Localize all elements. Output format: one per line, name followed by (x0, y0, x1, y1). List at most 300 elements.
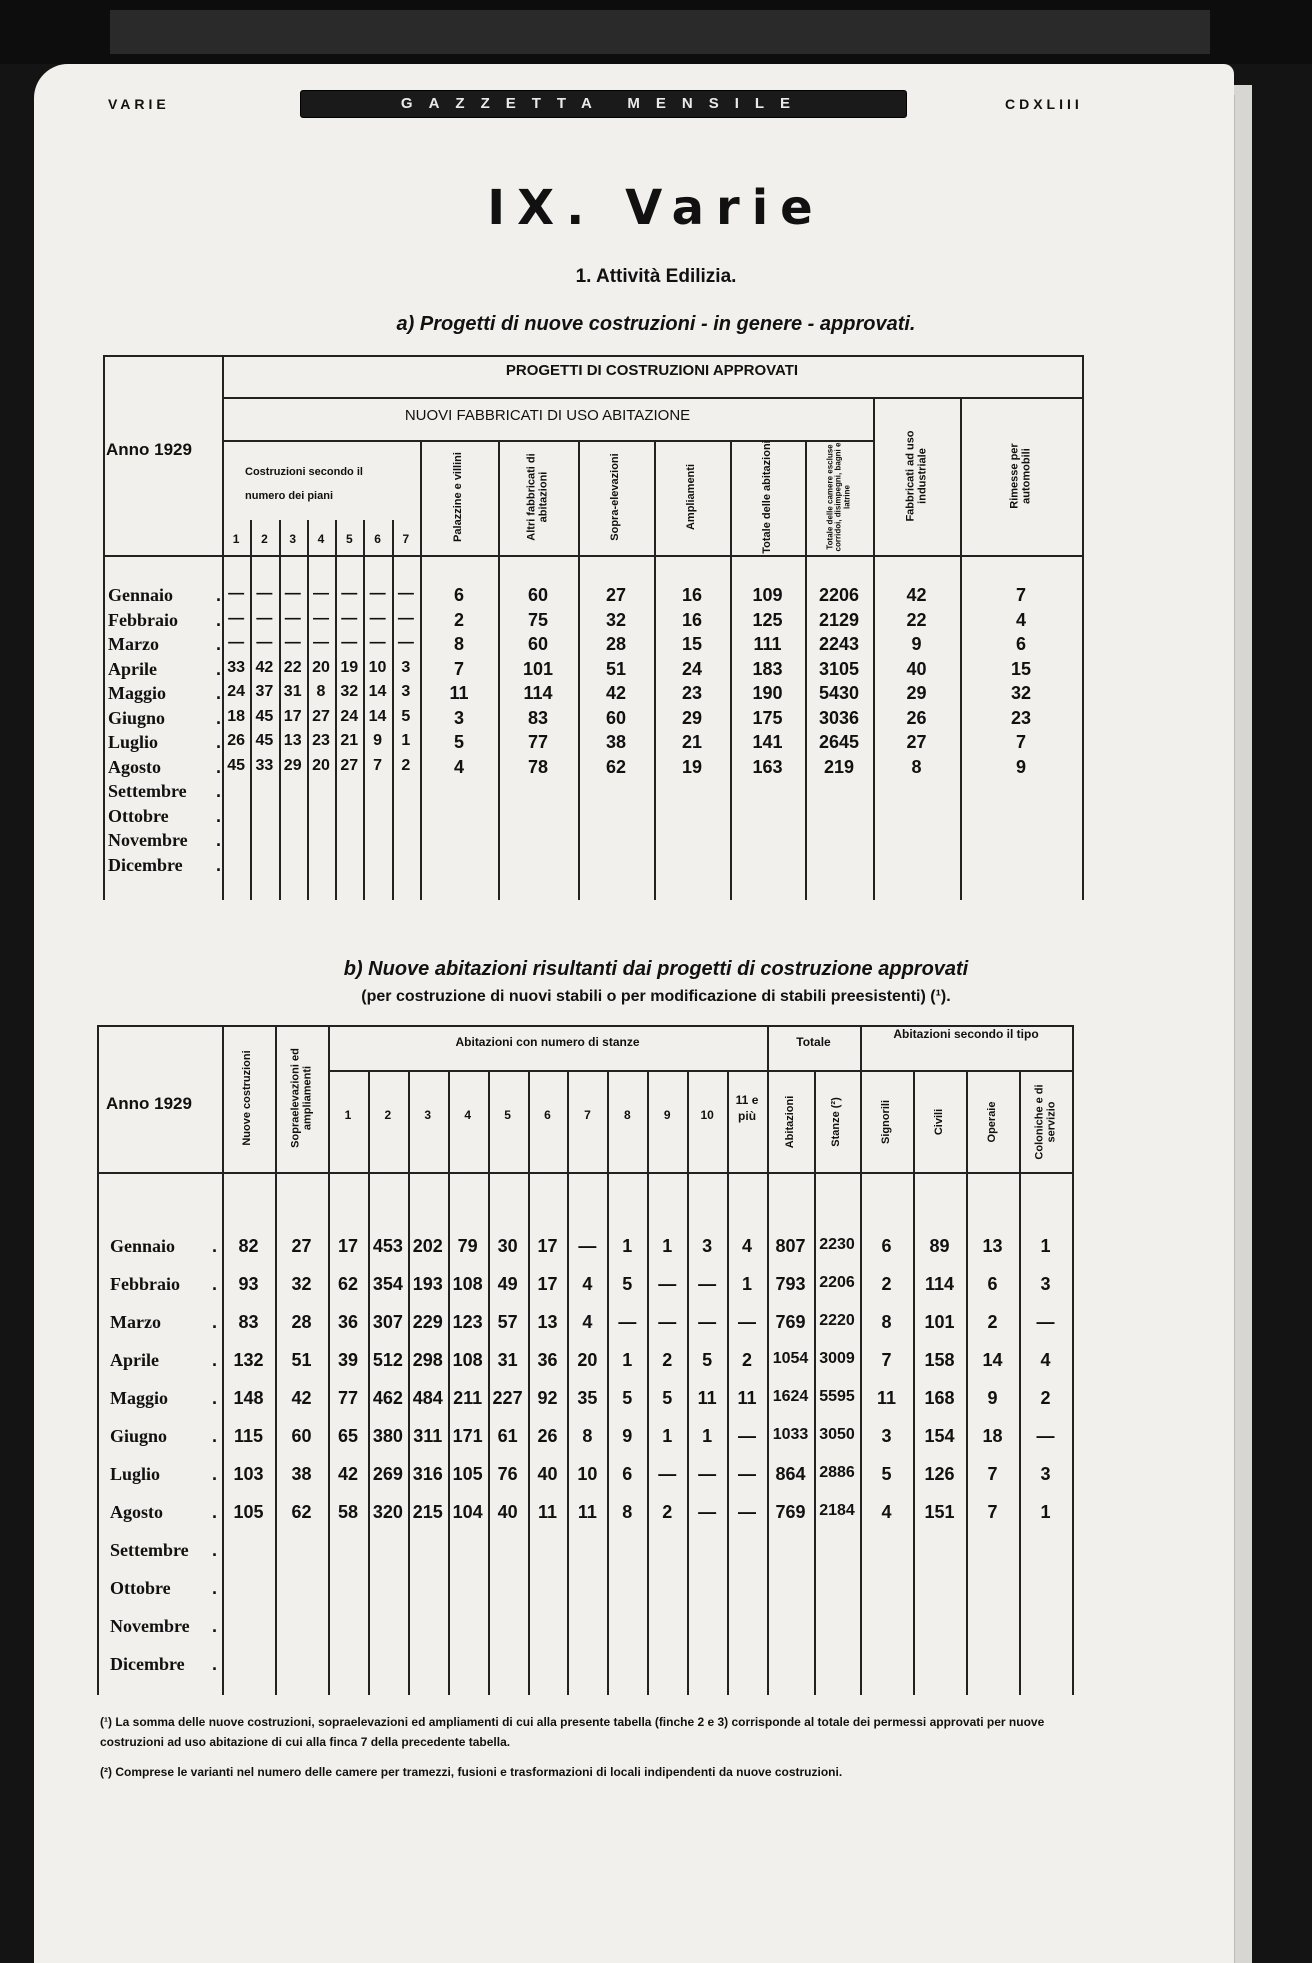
table-b-cell: 57 (497, 1312, 518, 1332)
table-a-cell: 114 (523, 683, 553, 703)
table-b-cell: 320 (372, 1502, 403, 1522)
table-a-cell: 16 (681, 609, 703, 630)
table-a-col-header: Ampliamenti (685, 464, 698, 531)
table-a-cell: 16 (681, 585, 703, 605)
table-a-col-header: Totale delle camere escluse corridoi, disimpegni, bagni e latrine (825, 442, 852, 552)
table-a-floor-number: 3 (289, 532, 297, 546)
table-a-cell: 38 (605, 732, 627, 752)
table-a-cell: 15 (1010, 658, 1032, 679)
table-a-month: Aprile (108, 658, 157, 679)
table-b-cell: — (658, 1312, 677, 1332)
table-b-month-dot: . (212, 1236, 218, 1256)
table-a-cell: 78 (527, 756, 549, 777)
table-b-cell: 38 (291, 1464, 312, 1484)
table-a-floor-cell: 26 (227, 732, 246, 749)
table-a-floor-cell: 37 (255, 683, 274, 700)
table-b-cell: 17 (537, 1274, 558, 1294)
table-b-month-dot: . (212, 1578, 218, 1598)
table-a-floor-cell: 32 (340, 683, 359, 700)
table-a-floor-cell: — (284, 609, 301, 627)
table-a-cell: 60 (605, 707, 627, 728)
table-b-cell: 42 (291, 1388, 312, 1408)
table-b-cell: 18 (982, 1426, 1003, 1446)
table-b-cell: 2886 (819, 1464, 855, 1481)
table-b-cell: 298 (412, 1350, 443, 1370)
table-b-room-header: 8 (623, 1108, 631, 1122)
table-a-month-dot: . (216, 658, 222, 679)
table-a-col-header: Fabbricati ad uso industriale (903, 430, 928, 522)
table-a-cell: 60 (527, 585, 549, 605)
table-b-cell: 79 (457, 1236, 478, 1256)
table-a-month: Novembre (108, 830, 188, 850)
table-b-cell: 229 (412, 1312, 443, 1332)
table-b-month: Ottobre (110, 1578, 171, 1598)
table-a-cell: 175 (752, 707, 783, 728)
table-b-cell: 76 (497, 1464, 518, 1484)
table-b-cell: 3050 (819, 1426, 855, 1443)
table-b-cell: — (658, 1464, 677, 1484)
table-a-floor-cell: 31 (283, 683, 302, 700)
table-a-floor-cell: 27 (340, 756, 359, 774)
table-b-cell: 8 (622, 1502, 633, 1522)
table-b-cell: 11 (737, 1388, 757, 1408)
table-a-cell: 27 (605, 585, 627, 605)
table-b-month-dot: . (212, 1388, 218, 1408)
table-a-year-rule (222, 355, 224, 900)
table-b-cell: 17 (337, 1236, 358, 1256)
table-b-cell: 27 (291, 1236, 312, 1256)
table-b-cell: — (698, 1464, 717, 1484)
table-b-cell: 769 (775, 1502, 806, 1522)
table-a-month: Agosto (108, 756, 161, 777)
table-b-cell: 105 (452, 1464, 483, 1484)
table-b-cell: 40 (537, 1464, 558, 1484)
table-b-cell: 3 (1040, 1464, 1051, 1484)
table-a-floor-cell: 7 (373, 756, 383, 774)
table-b-cell: — (698, 1274, 717, 1294)
table-a-left-rule (103, 355, 105, 900)
table-b-cell: 316 (412, 1464, 443, 1484)
table-b-cell: 4 (742, 1236, 753, 1256)
running-header-page: CDXLIII (1005, 96, 1083, 112)
table-b-cell: 6 (987, 1274, 998, 1294)
table-b-cell: 2 (987, 1312, 998, 1332)
table-a-cell: 2645 (818, 732, 860, 752)
footnote-1: (¹) La somma delle nuove costruzioni, sopraelevazioni ed ampliamenti di cui alla presente tabella (finche 2 e 3) corrisponde al totale dei permessi approvati per nuove costruzioni ad uso abitazione di cui alla finca 7 della precedente tabella. (100, 1715, 1045, 1749)
table-b-cell: 60 (291, 1426, 312, 1446)
table-a-cell: 32 (605, 609, 627, 630)
table-b-cell: 1033 (772, 1426, 809, 1443)
table-a-floor-cell: 29 (283, 756, 302, 774)
table-b-cell: — (698, 1502, 717, 1522)
table-a-month: Settembre (108, 781, 187, 801)
table-b-cell: 104 (452, 1502, 483, 1522)
table-a-cell: 21 (681, 732, 703, 752)
table-b-month: Febbraio (110, 1274, 180, 1294)
table-a-header-rule (222, 397, 1082, 399)
table-a-floor-cell: 45 (255, 732, 274, 749)
table-b-room-header: 10 (700, 1108, 714, 1122)
table-a-cell: 141 (752, 732, 783, 752)
table-b-head-bottom-rule (97, 1172, 1072, 1174)
footnote-2: (²) Comprese le varianti nel numero delle camere per tramezzi, fusioni e trasformazioni di locali indipendenti da nuove costruzioni. (100, 1765, 843, 1779)
table-a-floor-cell: — (397, 634, 414, 651)
table-b-cell: 4 (582, 1274, 593, 1294)
table-b-cell: 1 (702, 1426, 713, 1446)
table-b-caption: b) Nuove abitazioni risultanti dai progetti di costruzione approvati (343, 958, 969, 980)
table-b-cell: 77 (337, 1388, 358, 1408)
table-a-month: Dicembre (108, 854, 183, 875)
table-a-cell: 32 (1010, 683, 1032, 703)
table-a-cell: 2129 (818, 609, 860, 630)
table-a-month: Maggio (108, 683, 166, 703)
table-b-cell: 7 (987, 1502, 998, 1522)
table-b-month: Gennaio (110, 1236, 176, 1256)
table-a-floor-number: 1 (232, 532, 240, 546)
table-a-month: Giugno (108, 707, 166, 728)
table-b-cell: — (1036, 1426, 1055, 1446)
section-title: 1. Attività Edilizia. (575, 266, 737, 287)
table-a-floor-cell: 22 (283, 658, 302, 676)
table-b-cell: — (738, 1502, 757, 1522)
table-a-cell: 183 (752, 658, 783, 679)
table-b-month-dot: . (212, 1350, 218, 1370)
table-b-cell: 49 (497, 1274, 518, 1294)
table-a-cell: 3036 (818, 707, 860, 728)
table-b-header-rule (328, 1070, 1072, 1072)
table-b-cell: 2184 (819, 1502, 855, 1519)
table-b-cell: 4 (582, 1312, 593, 1332)
table-a-floor-cell: 3 (401, 658, 411, 676)
table-a-cell: 7 (1015, 585, 1026, 605)
table-b-cell: 40 (497, 1502, 518, 1522)
table-a-floor-cell: — (312, 634, 329, 651)
table-b-cell: 864 (775, 1464, 806, 1484)
table-b-cell: 1 (742, 1274, 753, 1294)
table-a-floor-number: 7 (402, 532, 410, 546)
table-a-right-rule (1082, 355, 1084, 900)
table-a-cell: 2 (453, 609, 464, 630)
table-a-floor-cell: 45 (227, 756, 246, 774)
table-b-cell: 42 (337, 1464, 358, 1484)
table-a-cell: 27 (906, 732, 927, 752)
table-a-cell: 77 (527, 732, 549, 752)
table-a-cell: 9 (1015, 756, 1026, 777)
table-a-floor-cell: — (312, 585, 329, 602)
table-a-floor-number: 2 (261, 532, 268, 546)
table-b-left-rule (97, 1025, 99, 1695)
table-a-cell: 15 (681, 634, 703, 654)
table-b-cell: 8 (582, 1426, 593, 1446)
table-a-cell: 163 (752, 756, 783, 777)
table-b-cell: 1 (622, 1350, 633, 1370)
table-a-floor-cell: 13 (283, 732, 302, 749)
table-a-month-dot: . (216, 805, 222, 826)
table-b-cell: 36 (537, 1350, 558, 1370)
table-b-cell: 65 (337, 1426, 358, 1446)
table-b-tipo-col: Operaie (985, 1101, 998, 1143)
table-b-cell: 769 (775, 1312, 806, 1332)
table-a-floor-cell: 24 (340, 707, 359, 725)
table-b-cell: 453 (372, 1236, 403, 1256)
table-a-cell: 2206 (818, 585, 860, 605)
table-b-cell: 3 (1040, 1274, 1051, 1294)
table-a-floor-cell: — (341, 609, 358, 627)
table-b-cell: 2 (1040, 1388, 1051, 1408)
table-b-cell: 3 (881, 1426, 892, 1446)
table-b-room-header: 11 e più (735, 1093, 759, 1123)
table-b-month: Giugno (110, 1426, 168, 1446)
table-a-top-rule (103, 355, 1082, 357)
table-a-floor-cell: 5 (401, 707, 411, 725)
table-a-floor-cell: 14 (368, 707, 387, 725)
table-a-cell: 109 (752, 585, 783, 605)
table-a-floor-cell: 17 (283, 707, 302, 725)
table-a-cell: 3 (453, 707, 464, 728)
table-b-cell: 62 (291, 1502, 312, 1522)
table-a-cell: 8 (911, 756, 922, 777)
table-a-month-dot: . (216, 830, 222, 850)
table-b-room-header: 3 (424, 1108, 432, 1122)
table-a-month-dot: . (216, 585, 222, 605)
table-b-cell: 5 (622, 1274, 633, 1294)
table-a-cell: 26 (906, 707, 927, 728)
table-b-cell: 484 (412, 1388, 443, 1408)
table-b-cell: — (738, 1312, 757, 1332)
table-a-cell: 29 (906, 683, 927, 703)
table-b-cell: 14 (982, 1350, 1003, 1370)
table-b-room-header: 6 (544, 1108, 551, 1122)
table-b-cell: 103 (233, 1464, 264, 1484)
table-a-group-header: NUOVI FABBRICATI DI USO ABITAZIONE (404, 407, 691, 424)
table-a-month-dot: . (216, 756, 222, 777)
table-b-room-rule (647, 1070, 649, 1695)
table-a-floor-cell: — (369, 585, 386, 602)
table-b-cell: 10 (577, 1464, 598, 1484)
table-a-floor-cell: — (228, 585, 245, 602)
table-b-cell: 92 (537, 1388, 558, 1408)
table-b-cell: 2 (742, 1350, 753, 1370)
table-b-cell: 1 (662, 1426, 673, 1446)
table-b-cell: 1 (622, 1236, 633, 1256)
table-a-month: Gennaio (108, 585, 174, 605)
table-b-cell: 1 (662, 1236, 673, 1256)
table-b-month-dot: . (212, 1426, 218, 1446)
table-b-month-dot: . (212, 1502, 218, 1522)
table-b-cell: 168 (924, 1388, 955, 1408)
table-a-cell: 23 (1010, 707, 1032, 728)
table-b-month-dot: . (212, 1654, 218, 1674)
table-b-tipo-col: Signorili (879, 1100, 892, 1144)
table-a-cell: 5 (453, 732, 464, 752)
table-a-month: Febbraio (108, 609, 178, 630)
table-a-month: Luglio (108, 732, 159, 752)
table-a-month-dot: . (216, 707, 222, 728)
table-b-room-header: 1 (344, 1108, 352, 1122)
table-a-floor-cell: 24 (227, 683, 246, 700)
table-b-cell: 193 (412, 1274, 443, 1294)
table-b-room-rule (607, 1070, 609, 1695)
table-a-cell: 6 (1015, 634, 1026, 654)
table-a-floor-cell: — (341, 585, 358, 602)
table-a-cell: 7 (453, 658, 464, 679)
table-b-cell: 148 (233, 1388, 264, 1408)
table-a-month-dot: . (216, 683, 222, 703)
table-b-cell: 158 (924, 1350, 955, 1370)
table-b-room-rule (687, 1070, 689, 1695)
table-a-cell: 42 (605, 683, 627, 703)
table-a-floor-cell: 20 (312, 658, 330, 676)
table-b-cell: 2 (881, 1274, 892, 1294)
page-title: IX. Varie (487, 180, 825, 236)
table-b-cell: 1054 (772, 1350, 809, 1367)
table-b-cell: 807 (775, 1236, 806, 1256)
table-a-col-header: Totale delle abitazioni (760, 440, 773, 554)
table-b-month: Aprile (110, 1350, 159, 1370)
table-a-cell: 219 (823, 756, 855, 777)
table-a-month: Ottobre (108, 805, 169, 826)
table-b-cell: 115 (233, 1426, 264, 1446)
table-b-col-raise: Sopraelevazioni ed ampliamenti (289, 1048, 313, 1148)
table-b-cell: 32 (291, 1274, 312, 1294)
table-b-cell: 30 (497, 1236, 518, 1256)
table-b-cell: 51 (291, 1350, 312, 1370)
table-b-month: Luglio (110, 1464, 161, 1484)
table-b-room-rule (368, 1070, 370, 1695)
table-b-room-header: 9 (663, 1108, 671, 1122)
table-a-cell: 3105 (818, 658, 860, 679)
table-b-cell: — (698, 1312, 717, 1332)
table-b-cell: 11 (697, 1388, 717, 1408)
table-b-cell: 39 (337, 1350, 358, 1370)
table-b-cell: 61 (497, 1426, 518, 1446)
table-a-cell: 62 (605, 756, 627, 777)
table-b-room-rule (488, 1070, 490, 1695)
table-a-month-dot: . (216, 609, 222, 630)
table-b-cell: 35 (577, 1388, 598, 1408)
table-b-cell: 5 (881, 1464, 892, 1484)
table-b-cell: 227 (492, 1388, 523, 1408)
table-b-col-new: Nuove costruzioni (241, 1050, 254, 1146)
table-a-col-header: Altri fabbricati di abitazioni (525, 453, 549, 541)
table-a-month-dot: . (216, 634, 222, 654)
table-b-cell: — (578, 1236, 597, 1256)
table-b-subcaption: (per costruzione di nuovi stabili o per modificazione di stabili preesistenti) (¹). (361, 988, 951, 1005)
table-b-cell: 462 (372, 1388, 403, 1408)
table-a-floor-cell: 45 (255, 707, 274, 725)
table-b-cell: — (738, 1464, 757, 1484)
table-b-cell: 307 (372, 1312, 403, 1332)
table-b-cell: 13 (537, 1312, 558, 1332)
table-a-floor-cell: 2 (401, 756, 411, 774)
table-b-cell: 1624 (772, 1388, 809, 1405)
table-b-cell: 5 (702, 1350, 713, 1370)
table-a-cell: 75 (527, 609, 549, 630)
table-b-rooms-header: Abitazioni con numero di stanze (455, 1035, 640, 1049)
table-a-floor-cell: 21 (340, 732, 359, 749)
table-a-floor-cell: — (397, 585, 414, 602)
table-b-cell: 2 (662, 1350, 673, 1370)
table-b-cell: 5595 (819, 1388, 855, 1405)
table-b-cell: 108 (452, 1274, 483, 1294)
table-a-cell: 7 (1015, 732, 1026, 752)
table-b-cell: 269 (372, 1464, 403, 1484)
table-b-cell: 93 (238, 1274, 259, 1294)
table-a-floor-cell: 33 (255, 756, 274, 774)
table-b-cell: — (618, 1312, 637, 1332)
table-b-cell: 11 (876, 1388, 897, 1408)
table-b-tipo-rule (913, 1070, 915, 1695)
table-a-floor-number: 4 (317, 532, 325, 546)
table-a-caption: a) Progetti di nuove costruzioni - in genere - approvati. (396, 313, 916, 335)
table-b-col-rule (814, 1070, 816, 1695)
table-b-month: Marzo (110, 1312, 161, 1332)
table-a-col-header: Palazzine e villini (452, 452, 465, 542)
table-a-cell: 6 (453, 585, 464, 605)
table-a-floor-cell: 19 (340, 658, 359, 676)
table-b-cell: 123 (452, 1312, 483, 1332)
table-b-cell: 101 (924, 1312, 955, 1332)
table-b-cell: 211 (453, 1388, 483, 1408)
table-b-cell: 3 (702, 1236, 713, 1256)
table-b-room-rule (567, 1070, 569, 1695)
table-b-cell: 11 (537, 1502, 557, 1522)
table-a-month-dot: . (216, 732, 222, 752)
table-b-cell: 151 (924, 1502, 955, 1522)
table-b-room-header: 5 (504, 1108, 511, 1122)
table-b-month-dot: . (212, 1540, 218, 1560)
table-b-cell: 6 (622, 1464, 633, 1484)
table-a-cell: 2243 (818, 634, 860, 654)
table-b-tipo-col: Civili (932, 1108, 945, 1136)
table-b-cell: 311 (413, 1426, 443, 1446)
table-a-cell: 9 (911, 634, 922, 654)
table-a-floor-cell: 9 (373, 732, 383, 749)
table-a-cell: 40 (906, 658, 927, 679)
table-a-floor-cell: 33 (227, 658, 246, 676)
table-b-cell: 2220 (819, 1312, 855, 1329)
table-a-cell: 5430 (818, 683, 860, 703)
table-b-cell: 17 (537, 1236, 558, 1256)
table-b-cell: 7 (881, 1350, 892, 1370)
page-sheet (34, 64, 1234, 1963)
table-a-floor-cell: — (341, 634, 358, 651)
table-b-cell: 6 (881, 1236, 892, 1256)
table-b-tipo-header: Abitazioni secondo il tipo (893, 1027, 1039, 1041)
table-a-floor-cell: 1 (401, 732, 411, 749)
table-b-cell: 89 (929, 1236, 950, 1256)
table-b-cell: 31 (497, 1350, 518, 1370)
table-a-cell: 8 (453, 634, 464, 654)
table-b-cell: 9 (622, 1426, 633, 1446)
table-b-cell: 3009 (819, 1350, 855, 1367)
table-b-cell: 9 (987, 1388, 998, 1408)
table-a-cell: 190 (752, 683, 783, 703)
table-b-month: Dicembre (110, 1654, 185, 1674)
table-a-floor-cell: — (228, 609, 245, 627)
table-a-cell: 125 (752, 609, 783, 630)
table-b-month: Settembre (110, 1540, 189, 1560)
table-a-floor-cell: — (397, 609, 414, 627)
table-a-floor-cell: — (256, 634, 273, 651)
table-b-cell: 13 (982, 1236, 1003, 1256)
table-a-floor-number: 6 (374, 532, 381, 546)
table-b-cell: 171 (452, 1426, 483, 1446)
table-b-cell: 11 (577, 1502, 597, 1522)
table-a-floors-header: Costruzioni secondo il numero dei piani (245, 466, 363, 502)
table-a-floor-cell: 8 (316, 683, 326, 700)
table-b-cell: 132 (233, 1350, 264, 1370)
